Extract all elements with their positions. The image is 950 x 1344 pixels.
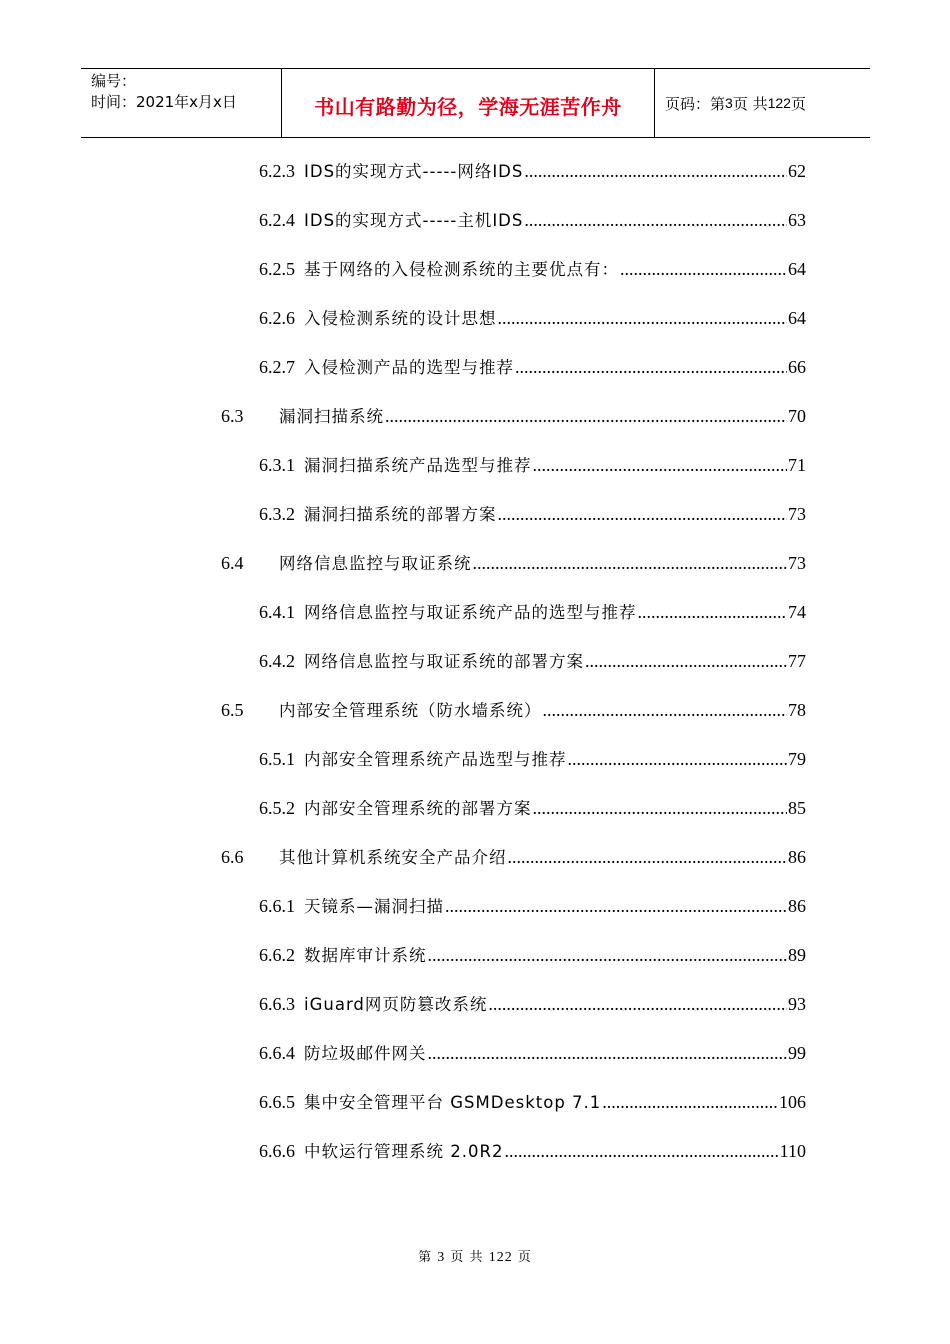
toc-subsection-entry[interactable] [259, 747, 806, 771]
toc-entry-number: 6.5.2 [259, 798, 295, 818]
toc-entry-title: 网络信息监控与取证系统 [279, 554, 472, 573]
toc-entry-page: 110 [779, 1141, 806, 1161]
toc-section-entry[interactable] [221, 404, 806, 428]
toc-entry-page: 71 [788, 455, 806, 475]
toc-entry-number: 6.5 [221, 700, 244, 720]
toc-entry-title: iGuard网页防篡改系统 [304, 995, 488, 1014]
toc-entry-number: 6.6.3 [259, 994, 295, 1014]
toc-entry-page: 93 [788, 994, 806, 1014]
toc-entry-title: 集中安全管理平台 GSMDesktop 7.1 [304, 1093, 602, 1112]
toc-entry-title: 漏洞扫描系统 [279, 407, 384, 426]
toc-entry-page: 77 [788, 651, 806, 671]
toc-entry-page: 74 [788, 602, 806, 622]
footer-suffix: 页 [517, 1250, 532, 1265]
toc-entry-number: 6.6 [221, 847, 244, 867]
toc-entry-title: 漏洞扫描系统产品选型与推荐 [304, 456, 532, 475]
toc-subsection-entry[interactable] [259, 943, 806, 967]
toc-entry-number: 6.6.2 [259, 945, 295, 965]
toc-entry-title: 中软运行管理系统 2.0R2 [304, 1142, 504, 1161]
toc-entry-number: 6.3 [221, 406, 244, 426]
header-page-current: 3 [725, 95, 733, 111]
toc-entry-page: 63 [788, 210, 806, 230]
toc-entry-title: 内部安全管理系统产品选型与推荐 [304, 750, 567, 769]
toc-entry-page: 86 [788, 896, 806, 916]
toc-entry-number: 6.3.2 [259, 504, 295, 524]
toc-section-entry[interactable] [221, 551, 806, 575]
toc-leader-dots [498, 306, 788, 330]
toc-subsection-entry[interactable] [259, 159, 806, 183]
toc-entry-number: 6.2.7 [259, 357, 295, 377]
toc-leader-dots [515, 355, 787, 379]
toc-entry-number: 6.6.4 [259, 1043, 295, 1063]
toc-entry-title: IDS的实现方式-----网络IDS [304, 162, 524, 181]
header-meta-cell [81, 69, 282, 137]
toc-entry-page: 106 [779, 1092, 806, 1112]
toc-leader-dots [533, 796, 788, 820]
toc-entry-number: 6.2.4 [259, 210, 295, 230]
toc-entry-page: 85 [788, 798, 806, 818]
page-footer [0, 1246, 950, 1266]
toc-entry-page: 73 [788, 504, 806, 524]
toc-leader-dots [445, 894, 787, 918]
toc-leader-dots [504, 1139, 778, 1163]
toc-entry-number: 6.4.2 [259, 651, 295, 671]
toc-entry-title: 其他计算机系统安全产品介绍 [279, 848, 507, 867]
toc-entry-page: 64 [788, 308, 806, 328]
toc-leader-dots [473, 551, 788, 575]
toc-leader-dots [602, 1090, 778, 1114]
toc-subsection-entry[interactable] [259, 600, 806, 624]
toc-entry-title: 网络信息监控与取证系统产品的选型与推荐 [304, 603, 637, 622]
header-page-mid: 页 共 [732, 94, 768, 113]
toc-entry-title: 内部安全管理系统的部署方案 [304, 799, 532, 818]
toc-entry-number: 6.4 [221, 553, 244, 573]
toc-section-entry[interactable] [221, 845, 806, 869]
header-motto-cell [282, 69, 655, 137]
toc-entry-page: 64 [788, 259, 806, 279]
footer-mid: 页 共 [450, 1250, 484, 1265]
toc-entry-number: 6.6.1 [259, 896, 295, 916]
header-page-suffix: 页 [790, 94, 806, 113]
footer-page-total: 122 [488, 1250, 513, 1265]
toc-leader-dots [568, 747, 788, 771]
toc-leader-dots [498, 502, 788, 526]
toc-subsection-entry[interactable] [259, 502, 806, 526]
toc-subsection-entry[interactable] [259, 208, 806, 232]
toc-leader-dots [508, 845, 788, 869]
toc-subsection-entry[interactable] [259, 355, 806, 379]
document-code-label: 编号： [91, 72, 137, 90]
toc-entry-title: 网络信息监控与取证系统的部署方案 [304, 652, 584, 671]
toc-leader-dots [585, 649, 787, 673]
toc-entry-title: IDS的实现方式-----主机IDS [304, 211, 524, 230]
header-page-total: 122 [767, 95, 791, 111]
footer-prefix: 第 [418, 1250, 433, 1265]
toc-entry-number: 6.2.3 [259, 161, 295, 181]
toc-entry-number: 6.3.1 [259, 455, 295, 475]
toc-entry-title: 内部安全管理系统（防水墙系统） [279, 701, 542, 720]
toc-subsection-entry[interactable] [259, 894, 806, 918]
toc-entry-title: 入侵检测产品的选型与推荐 [304, 358, 514, 377]
toc-entry-page: 99 [788, 1043, 806, 1063]
toc-entry-number: 6.6.5 [259, 1092, 295, 1112]
toc-leader-dots [524, 208, 787, 232]
toc-entry-title: 天镜系—漏洞扫描 [304, 897, 444, 916]
toc-leader-dots [524, 159, 787, 183]
toc-entry-page: 79 [788, 749, 806, 769]
toc-leader-dots [428, 943, 788, 967]
toc-leader-dots [620, 257, 787, 281]
toc-entry-title: 漏洞扫描系统的部署方案 [304, 505, 497, 524]
toc-subsection-entry[interactable] [259, 306, 806, 330]
header-motto: 书山有路勤为径，学海无涯苦作舟 [314, 94, 622, 119]
toc-subsection-entry[interactable] [259, 1090, 806, 1114]
toc-entry-title: 防垃圾邮件网关 [304, 1044, 427, 1063]
document-date: 时间：2021年x月x日 [91, 93, 237, 111]
toc-subsection-entry[interactable] [259, 257, 806, 281]
header-page-cell [655, 69, 870, 137]
toc-leader-dots [543, 698, 788, 722]
toc-leader-dots [488, 992, 787, 1016]
toc-entry-page: 70 [788, 406, 806, 426]
toc-entry-page: 66 [788, 357, 806, 377]
toc-subsection-entry[interactable] [259, 453, 806, 477]
toc-entry-number: 6.2.6 [259, 308, 295, 328]
header-page-prefix: 页码：第 [665, 94, 726, 113]
toc-leader-dots [428, 1041, 788, 1065]
toc-leader-dots [638, 600, 788, 624]
toc-entry-page: 73 [788, 553, 806, 573]
toc-entry-title: 入侵检测系统的设计思想 [304, 309, 497, 328]
toc-subsection-entry[interactable] [259, 796, 806, 820]
toc-entry-page: 86 [788, 847, 806, 867]
toc-entry-title: 数据库审计系统 [304, 946, 427, 965]
toc-entry-number: 6.4.1 [259, 602, 295, 622]
toc-subsection-entry[interactable] [259, 1139, 806, 1163]
toc-entry-title: 基于网络的入侵检测系统的主要优点有： [304, 260, 619, 279]
toc-entry-page: 89 [788, 945, 806, 965]
toc-entry-number: 6.5.1 [259, 749, 295, 769]
page-header [81, 68, 870, 138]
toc-subsection-entry[interactable] [259, 992, 806, 1016]
toc-section-entry[interactable] [221, 698, 806, 722]
toc-leader-dots [385, 404, 787, 428]
toc-entry-page: 62 [788, 161, 806, 181]
toc-subsection-entry[interactable] [259, 649, 806, 673]
toc-leader-dots [533, 453, 788, 477]
toc-entry-page: 78 [788, 700, 806, 720]
toc-entry-number: 6.6.6 [259, 1141, 295, 1161]
toc-subsection-entry[interactable] [259, 1041, 806, 1065]
toc-entry-number: 6.2.5 [259, 259, 295, 279]
footer-page-current: 3 [437, 1250, 446, 1265]
